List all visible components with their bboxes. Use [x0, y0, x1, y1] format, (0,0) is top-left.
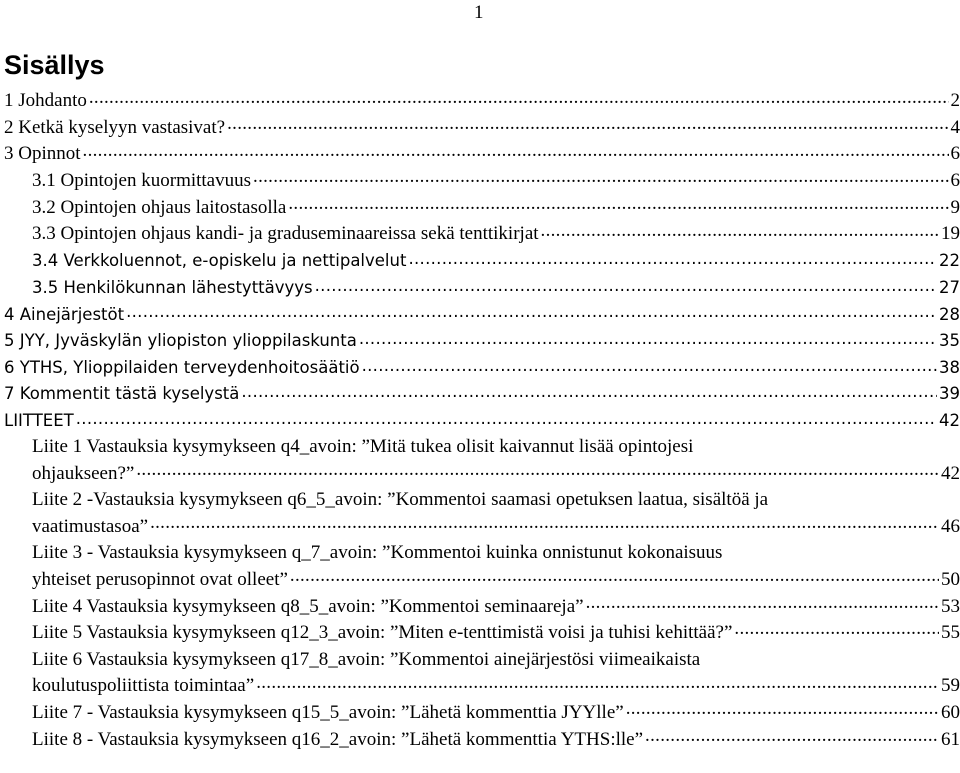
- toc-entry-text: Liite 6 Vastauksia kysymykseen q17_8_avoin: ”Kommentoi ainejärjestösi viimeaikaista: [32, 648, 701, 670]
- dot-leader: [76, 407, 937, 434]
- toc-entry-3-4[interactable]: [4, 248, 960, 275]
- toc-entry-text: yhteiset perusopinnot ovat olleet”: [32, 568, 288, 590]
- dot-leader: [89, 88, 949, 115]
- toc-entry-text: 6 YTHS, Ylioppilaiden terveydenhoitosäätiö: [4, 357, 360, 377]
- dot-leader: [256, 673, 939, 700]
- toc-entry-page: 61: [941, 728, 960, 750]
- toc-entry-3-1[interactable]: [4, 168, 960, 195]
- toc-entry-liitteet[interactable]: [4, 407, 960, 434]
- toc-entry-text: 3.2 Opintojen ohjaus laitostasolla: [32, 196, 287, 218]
- toc-entry-page: 35: [939, 331, 960, 351]
- dot-leader: [253, 168, 948, 195]
- toc-entry-page: 19: [941, 223, 960, 245]
- toc-entry-opinnot[interactable]: [4, 141, 960, 168]
- toc-entry-text: vaatimustasoa”: [32, 515, 149, 537]
- dot-leader: [136, 460, 939, 487]
- toc-entry-page: 4: [950, 116, 960, 138]
- toc-entry-kommentit[interactable]: [4, 381, 960, 408]
- toc-entry-page: 42: [939, 410, 960, 430]
- toc-entry-page: 2: [950, 90, 960, 112]
- toc-entry-page: 6: [950, 143, 960, 165]
- dot-leader: [126, 301, 937, 328]
- toc-entry-page: 59: [941, 675, 960, 697]
- toc-entry-page: 50: [941, 568, 960, 590]
- toc-entry-liite-3-line-1[interactable]: [4, 540, 960, 567]
- dot-leader: [362, 354, 937, 381]
- toc-entry-3-2[interactable]: [4, 194, 960, 221]
- toc-entry-text: 3.3 Opintojen ohjaus kandi- ja graduseminaareissa sekä tenttikirjat: [32, 223, 539, 245]
- toc-entry-text: Liite 2 -Vastauksia kysymykseen q6_5_avoin: ”Kommentoi saamasi opetuksen laatua, sisältöä ja: [32, 489, 769, 511]
- toc-entry-text: 3 Opinnot: [4, 143, 81, 165]
- toc-entry-text: 4 Ainejärjestöt: [4, 304, 125, 324]
- toc-entry-text: ohjaukseen?”: [32, 462, 135, 484]
- toc-title: Sisällys: [4, 50, 105, 80]
- toc-entry-ketka[interactable]: [4, 115, 960, 142]
- toc-entry-text: 2 Ketkä kyselyyn vastasivat?: [4, 116, 226, 138]
- dot-leader: [586, 593, 939, 620]
- dot-leader: [626, 700, 939, 727]
- toc-entry-liite-4[interactable]: [4, 593, 960, 620]
- dot-leader: [359, 327, 937, 354]
- toc-entry-jyy[interactable]: [4, 327, 960, 354]
- toc-entry-liite-7[interactable]: [4, 700, 960, 727]
- toc-entry-liite-6-line-2[interactable]: [4, 673, 960, 700]
- toc-entry-text: Liite 5 Vastauksia kysymykseen q12_3_avoin: ”Miten e-tenttimistä voisi ja tuhisi kehittää?”: [32, 622, 733, 644]
- toc-entry-johdanto[interactable]: [4, 88, 960, 115]
- toc-entry-yths[interactable]: [4, 354, 960, 381]
- toc-entry-text: 5 JYY, Jyväskylän yliopiston ylioppilaskunta: [4, 331, 357, 351]
- toc-entry-page: 9: [950, 196, 960, 218]
- toc-entry-text: koulutuspoliittista toimintaa”: [32, 675, 255, 697]
- toc-entry-3-5[interactable]: [4, 274, 960, 301]
- toc-entry-page: 46: [941, 515, 960, 537]
- toc-entry-page: 39: [939, 384, 960, 404]
- toc-entry-liite-1-line-2[interactable]: [4, 460, 960, 487]
- toc-entry-text: Liite 7 - Vastauksia kysymykseen q15_5_avoin: ”Lähetä kommenttia JYYlle”: [32, 701, 624, 723]
- toc-entry-text: 7 Kommentit tästä kyselystä: [4, 384, 240, 404]
- toc-entry-page: 55: [941, 622, 960, 644]
- toc-entry-text: 3.1 Opintojen kuormittavuus: [32, 170, 252, 192]
- toc-entry-page: 22: [939, 251, 960, 271]
- toc-entry-page: 27: [939, 277, 960, 297]
- toc-entry-ainejarjestot[interactable]: [4, 301, 960, 328]
- toc-entry-page: 6: [950, 170, 960, 192]
- dot-leader: [290, 567, 939, 594]
- dot-leader: [315, 274, 937, 301]
- toc-entry-liite-2-line-2[interactable]: [4, 514, 960, 541]
- dot-leader: [150, 514, 939, 541]
- toc-entry-liite-3-line-2[interactable]: [4, 567, 960, 594]
- toc-entry-text: 3.5 Henkilökunnan lähestyttävyys: [32, 277, 313, 297]
- toc-entry-liite-5[interactable]: [4, 620, 960, 647]
- toc-entry-page: 60: [941, 701, 960, 723]
- dot-leader: [408, 248, 937, 275]
- toc-entry-text: Liite 3 - Vastauksia kysymykseen q_7_avoin: ”Kommentoi kuinka onnistunut kokonaisuus: [32, 542, 723, 564]
- toc-entry-text: Liite 8 - Vastauksia kysymykseen q16_2_avoin: ”Lähetä kommenttia YTHS:lle”: [32, 728, 644, 750]
- dot-leader: [241, 381, 937, 408]
- table-of-contents: [4, 88, 960, 753]
- dot-leader: [227, 115, 948, 142]
- toc-entry-text: 1 Johdanto: [4, 90, 87, 112]
- toc-entry-page: 38: [939, 357, 960, 377]
- dot-leader: [288, 194, 948, 221]
- toc-entry-page: 53: [941, 595, 960, 617]
- toc-entry-liite-2-line-1[interactable]: [4, 487, 960, 514]
- page-number: 1: [474, 2, 484, 23]
- toc-entry-text: LIITTEET: [4, 410, 74, 430]
- toc-entry-page: 42: [941, 462, 960, 484]
- dot-leader: [645, 726, 939, 753]
- toc-entry-text: Liite 4 Vastauksia kysymykseen q8_5_avoin: ”Kommentoi seminaareja”: [32, 595, 584, 617]
- toc-entry-liite-8[interactable]: [4, 726, 960, 753]
- toc-entry-liite-6-line-1[interactable]: [4, 646, 960, 673]
- dot-leader: [83, 141, 949, 168]
- dot-leader: [734, 620, 939, 647]
- toc-entry-page: 28: [939, 304, 960, 324]
- toc-entry-liite-1-line-1[interactable]: [4, 434, 960, 461]
- toc-entry-text: 3.4 Verkkoluennot, e-opiskelu ja nettipalvelut: [32, 251, 407, 271]
- toc-entry-text: Liite 1 Vastauksia kysymykseen q4_avoin: ”Mitä tukea olisit kaivannut lisää opintojesi: [32, 436, 694, 458]
- dot-leader: [541, 221, 939, 248]
- toc-entry-3-3[interactable]: [4, 221, 960, 248]
